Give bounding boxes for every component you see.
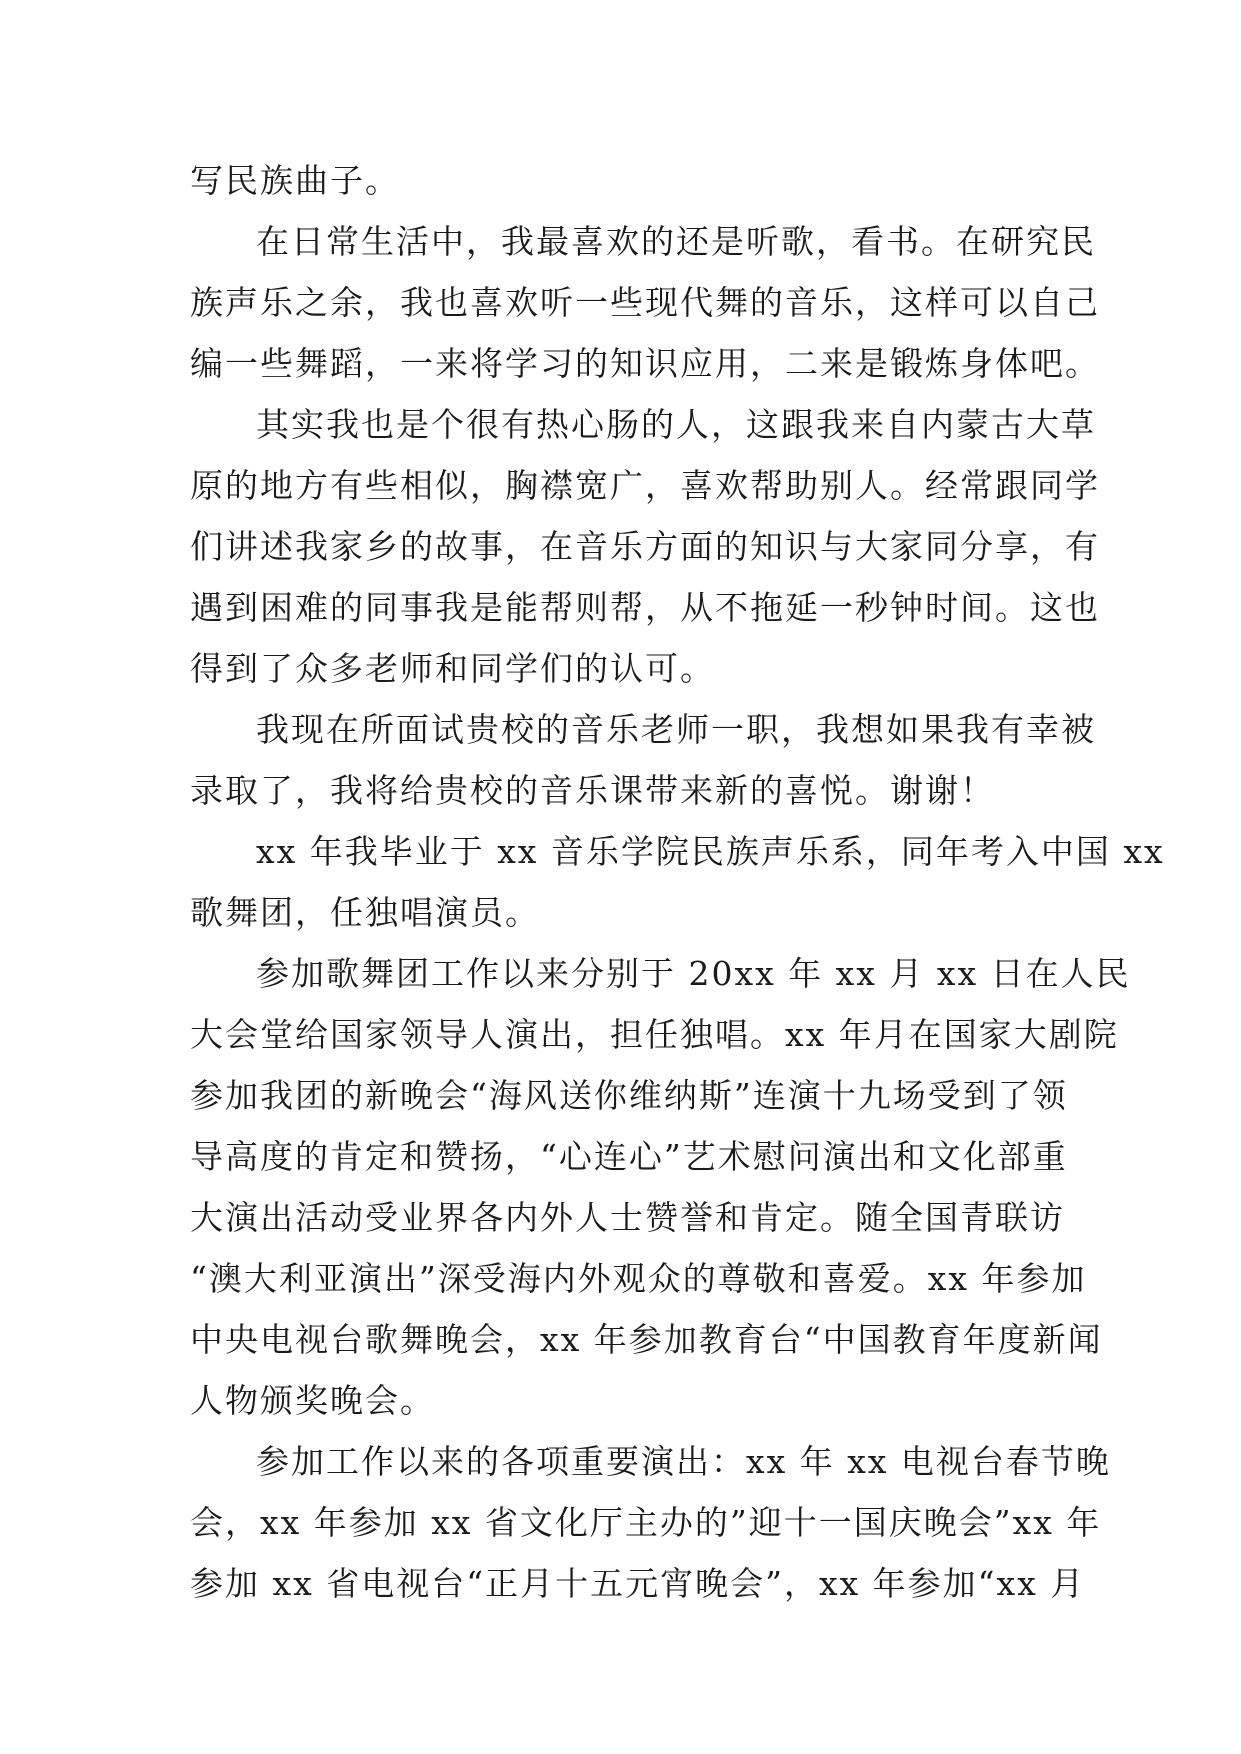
text-line: 们讲述我家乡的故事，在音乐方面的知识与大家同分享，有	[190, 527, 1100, 566]
text-line: 歌舞团，任独唱演员。	[190, 893, 540, 932]
text-line: 参加工作以来的各项重要演出：xx 年 xx 电视台春节晚	[256, 1442, 1111, 1481]
text-line: 参加歌舞团工作以来分别于 20xx 年 xx 月 xx 日在人民	[256, 954, 1131, 993]
text-line: 在日常生活中，我最喜欢的还是听歌，看书。在研究民	[256, 222, 1096, 261]
text-line: 会，xx 年参加 xx 省文化厅主办的”迎十一国庆晚会”xx 年	[190, 1503, 1102, 1542]
text-line: 录取了，我将给贵校的音乐课带来新的喜悦。谢谢！	[190, 771, 995, 810]
text-line: “澳大利亚演出”深受海内外观众的尊敬和喜爱。xx 年参加	[190, 1259, 1087, 1298]
text-line: xx 年我毕业于 xx 音乐学院民族声乐系，同年考入中国 xx	[256, 832, 1165, 871]
text-line: 人物颁奖晚会。	[190, 1381, 435, 1420]
text-line: 编一些舞蹈，一来将学习的知识应用，二来是锻炼身体吧。	[190, 344, 1100, 383]
text-line: 得到了众多老师和同学们的认可。	[190, 649, 715, 688]
text-line: 我现在所面试贵校的音乐老师一职，我想如果我有幸被	[256, 710, 1096, 749]
text-line: 参加我团的新晚会“海风送你维纳斯”连演十九场受到了领	[190, 1076, 1068, 1115]
text-line: 参加 xx 省电视台“正月十五元宵晚会”，xx 年参加“xx 月	[190, 1564, 1086, 1603]
text-line: 遇到困难的同事我是能帮则帮，从不拖延一秒钟时间。这也	[190, 588, 1100, 627]
text-line: 写民族曲子。	[190, 161, 400, 200]
text-line: 大会堂给国家领导人演出，担任独唱。xx 年月在国家大剧院	[190, 1015, 1119, 1054]
document-body	[190, 150, 1165, 1614]
text-line: 中央电视台歌舞晚会，xx 年参加教育台“中国教育年度新闻	[190, 1320, 1103, 1359]
text-line: 大演出活动受业界各内外人士赞誉和肯定。随全国青联访	[190, 1198, 1065, 1237]
text-line: 族声乐之余，我也喜欢听一些现代舞的音乐，这样可以自己	[190, 283, 1100, 322]
text-line: 导高度的肯定和赞扬，“心连心”艺术慰问演出和文化部重	[190, 1137, 1068, 1176]
text-line: 原的地方有些相似，胸襟宽广，喜欢帮助别人。经常跟同学	[190, 466, 1100, 505]
text-line: 其实我也是个很有热心肠的人，这跟我来自内蒙古大草	[256, 405, 1096, 444]
